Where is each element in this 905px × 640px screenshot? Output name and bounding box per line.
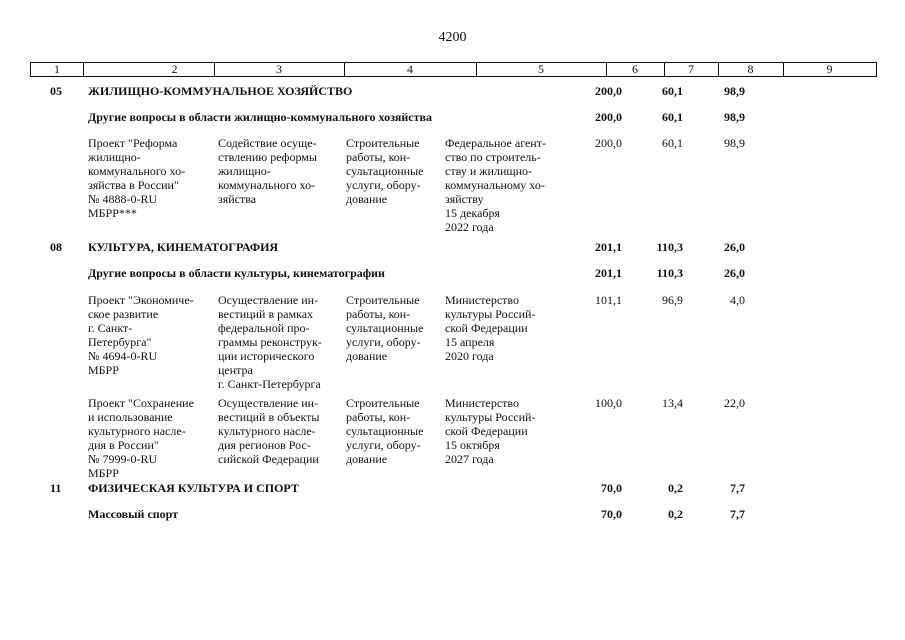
- project-purpose: Содействие осуще- ствлению реформы жилищно- коммунального хо- зяйства: [218, 136, 317, 206]
- section-value-col8: 26,0: [724, 240, 745, 254]
- project-value-col6: 100,0: [595, 396, 622, 410]
- project-agency: Федеральное агент- ство по строитель- ству и жилищно- коммунальному хо- зяйству 15 декабря 2022 года: [445, 136, 546, 234]
- project-value-col6: 101,1: [595, 293, 622, 307]
- subsection-value-col8: 26,0: [724, 266, 745, 280]
- project-name: Проект "Экономиче- ское развитие г. Санкт- Петербурга" № 4694-0-RU МБРР: [88, 293, 194, 377]
- section-value-col7: 110,3: [656, 240, 683, 254]
- project-value-col8: 4,0: [730, 293, 745, 307]
- section-title: ФИЗИЧЕСКАЯ КУЛЬТУРА И СПОРТ: [88, 481, 299, 495]
- header-col-5: 5: [538, 62, 544, 76]
- subsection-value-col6: 201,1: [595, 266, 622, 280]
- section-value-col6: 200,0: [595, 84, 622, 98]
- subsection-value-col8: 7,7: [730, 507, 745, 521]
- section-title: ЖИЛИЩНО-КОММУНАЛЬНОЕ ХОЗЯЙСТВО: [88, 84, 353, 98]
- section-code: 05: [50, 84, 62, 98]
- subsection-value-col8: 98,9: [724, 110, 745, 124]
- project-purpose: Осуществление ин- вестиций в объекты культурного насле- дия регионов Рос- сийской Федерации: [218, 396, 320, 466]
- header-col-2: 2: [171, 62, 178, 76]
- project-works: Строительные работы, кон- сультационные услуги, обору- дование: [346, 136, 424, 206]
- project-value-col8: 22,0: [724, 396, 745, 410]
- subsection-value-col6: 70,0: [601, 507, 622, 521]
- subsection-title: Массовый спорт: [88, 507, 179, 521]
- project-value-col7: 96,9: [662, 293, 683, 307]
- header-col-1: 1: [54, 62, 60, 76]
- project-value-col7: 13,4: [662, 396, 683, 410]
- subsection-title: Другие вопросы в области жилищно-коммунального хозяйства: [88, 110, 433, 124]
- header-col-4: 4: [407, 62, 413, 76]
- header-col-7: 7: [688, 62, 694, 76]
- project-agency: Министерство культуры Россий- ской Федерации 15 октября 2027 года: [445, 396, 536, 466]
- project-value-col7: 60,1: [662, 136, 683, 150]
- subsection-value-col7: 0,2: [668, 507, 683, 521]
- section-value-col7: 60,1: [662, 84, 683, 98]
- page-number: 4200: [438, 30, 467, 45]
- subsection-title: Другие вопросы в области культуры, кинематографии: [88, 266, 385, 280]
- section-code: 11: [50, 481, 62, 495]
- section-value-col8: 7,7: [730, 481, 745, 495]
- project-works: Строительные работы, кон- сультационные услуги, обору- дование: [346, 396, 424, 466]
- section-code: 08: [50, 240, 62, 254]
- project-purpose: Осуществление ин- вестиций в рамках федеральной про- граммы реконструк- ции исторического центра г. Санкт-Петербурга: [218, 293, 322, 391]
- header-col-6: 6: [632, 62, 638, 76]
- header-col-9: 9: [826, 62, 833, 76]
- project-name: Проект "Сохранение и использование культурного насле- дия в России" № 7999-0-RU МБРР: [88, 396, 194, 480]
- section-title: КУЛЬТУРА, КИНЕМАТОГРАФИЯ: [88, 240, 279, 254]
- section-value-col6: 201,1: [595, 240, 622, 254]
- header-col-3: 3: [276, 62, 282, 76]
- section-value-col8: 98,9: [724, 84, 745, 98]
- project-name: Проект "Реформа жилищно- коммунального хо- зяйства в России" № 4888-0-RU МБРР***: [88, 136, 186, 220]
- section-value-col6: 70,0: [601, 481, 622, 495]
- subsection-value-col7: 60,1: [662, 110, 683, 124]
- section-value-col7: 0,2: [668, 481, 683, 495]
- project-works: Строительные работы, кон- сультационные услуги, обору- дование: [346, 293, 424, 363]
- header-col-8: 8: [747, 62, 754, 76]
- project-value-col6: 200,0: [595, 136, 622, 150]
- project-value-col8: 98,9: [724, 136, 745, 150]
- subsection-value-col7: 110,3: [656, 266, 683, 280]
- subsection-value-col6: 200,0: [595, 110, 622, 124]
- project-agency: Министерство культуры Россий- ской Федерации 15 апреля 2020 года: [445, 293, 536, 363]
- table-header-row: [30, 62, 877, 77]
